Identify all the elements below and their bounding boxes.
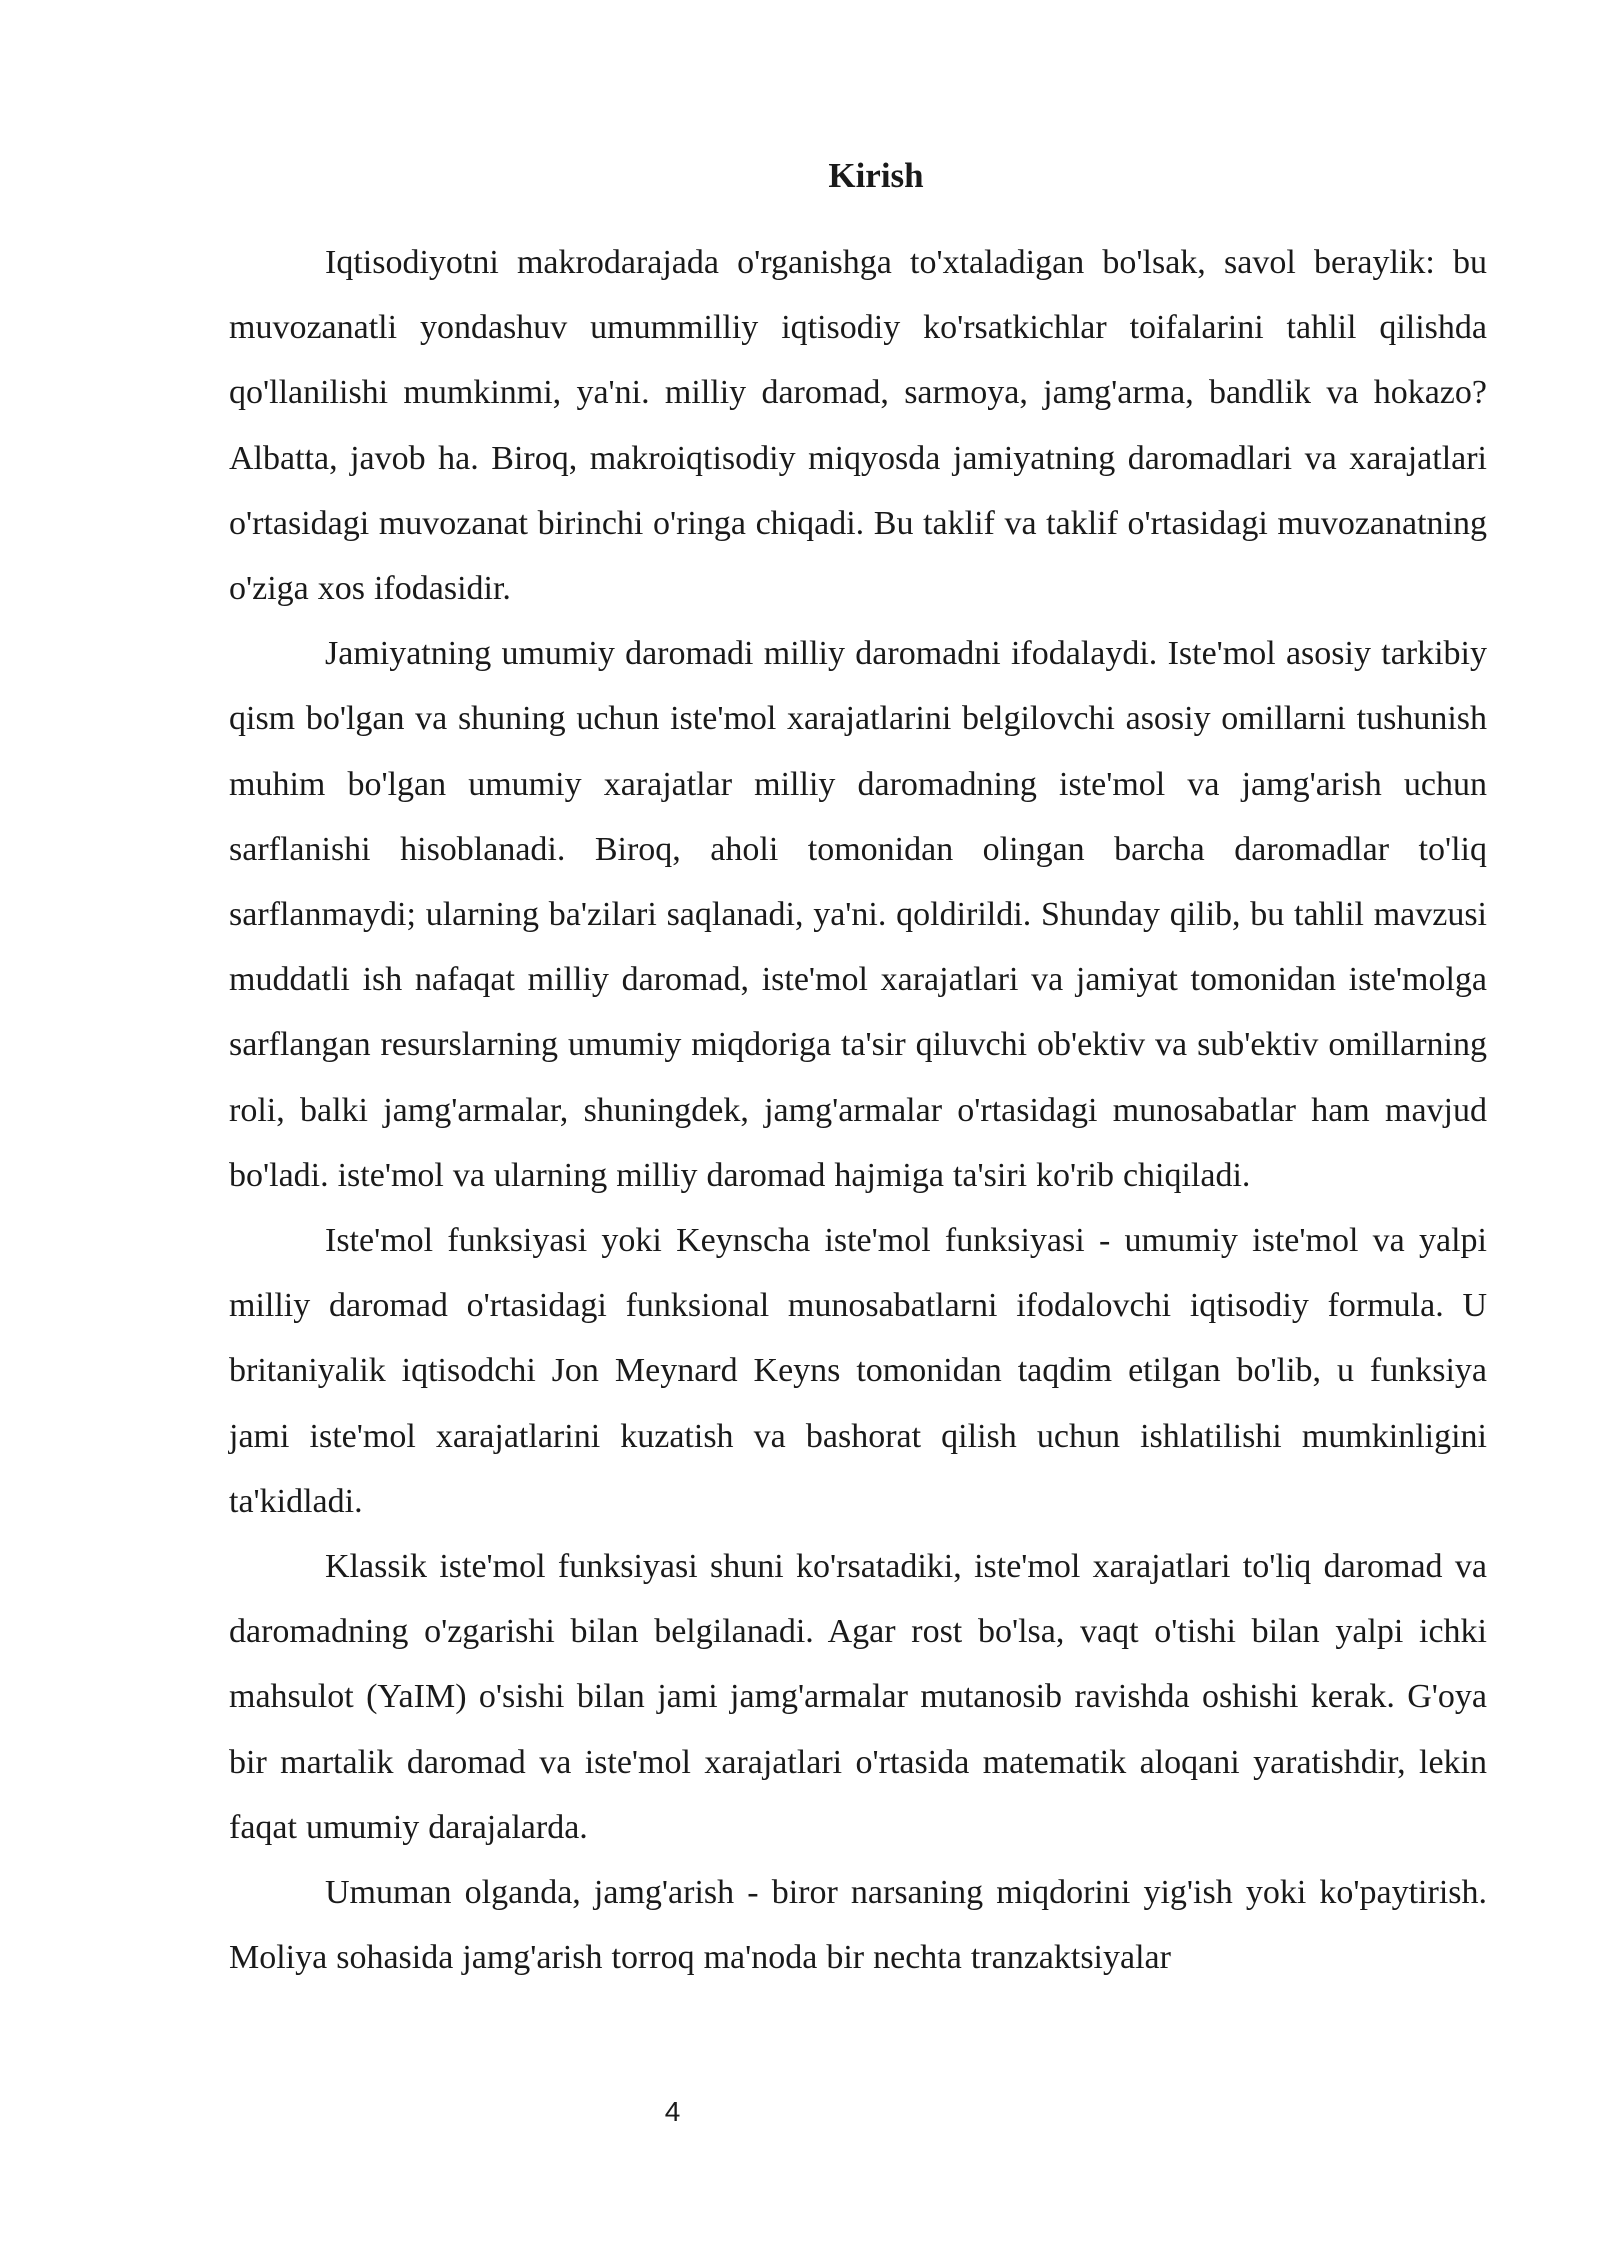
page-number: 4 <box>664 2096 681 2127</box>
page-title: Kirish <box>828 156 924 195</box>
body-text <box>229 230 1487 1990</box>
paragraph-1: Iqtisodiyotni makrodarajada o'rganishga to'xtaladigan bo'lsak, savol beraylik: bu muvozanatli yondashuv umummilliy iqtisodiy ko'rsatkichlar toifalarini tahlil qilishda qo'llanilishi mumkinmi, ya'ni. milliy daromad, sarmoya, jamg'arma, bandlik va hokazo? Albatta, javob ha. Biroq, makroiqtisodiy miqyosda jamiyatning daromadlari va xarajatlari o'rtasidagi muvozanat birinchi o'ringa chiqadi. Bu taklif va taklif o'rtasidagi muvozanatning o'ziga xos ifodasidir. <box>229 244 1487 608</box>
paragraph-5: Umuman olganda, jamg'arish - biror narsaning miqdorini yig'ish yoki ko'paytirish. Moliya sohasida jamg'arish torroq ma'noda bir nechta tranzaktsiyalar <box>229 1874 1487 1977</box>
paragraph-2: Jamiyatning umumiy daromadi milliy daromadni ifodalaydi. Iste'mol asosiy tarkibiy qism bo'lgan va shuning uchun iste'mol xarajatlarini belgilovchi asosiy omillarni tushunish muhim bo'lgan umumiy xarajatlar milliy daromadning iste'mol va jamg'arish uchun sarflanishi hisoblanadi. Biroq, aholi tomonidan olingan barcha daromadlar to'liq sarflanmaydi; ularning ba'zilari saqlanadi, ya'ni. qoldirildi. Shunday qilib, bu tahlil mavzusi muddatli ish nafaqat milliy daromad, iste'mol xarajatlari va jamiyat tomonidan iste'molga sarflangan resurslarning umumiy miqdoriga ta'sir qiluvchi ob'ektiv va sub'ektiv omillarning roli, balki jamg'armalar, shuningdek, jamg'armalar o'rtasidagi munosabatlar ham mavjud bo'ladi. iste'mol va ularning milliy daromad hajmiga ta'siri ko'rib chiqiladi. <box>229 635 1487 1194</box>
paragraph-3: Iste'mol funksiyasi yoki Keynscha iste'mol funksiyasi - umumiy iste'mol va yalpi milliy daromad o'rtasidagi funksional munosabatlarni ifodalovchi iqtisodiy formula. U britaniyalik iqtisodchi Jon Meynard Keyns tomonidan taqdim etilgan bo'lib, u funksiya jami iste'mol xarajatlarini kuzatish va bashorat qilish uchun ishlatilishi mumkinligini ta'kidladi. <box>229 1222 1487 1520</box>
paragraph-4: Klassik iste'mol funksiyasi shuni ko'rsatadiki, iste'mol xarajatlari to'liq daromad va daromadning o'zgarishi bilan belgilanadi. Agar rost bo'lsa, vaqt o'tishi bilan yalpi ichki mahsulot (YaIM) o'sishi bilan jami jamg'armalar mutanosib ravishda oshishi kerak. G'oya bir martalik daromad va iste'mol xarajatlari o'rtasida matematik aloqani yaratishdir, lekin faqat umumiy darajalarda. <box>229 1548 1487 1846</box>
